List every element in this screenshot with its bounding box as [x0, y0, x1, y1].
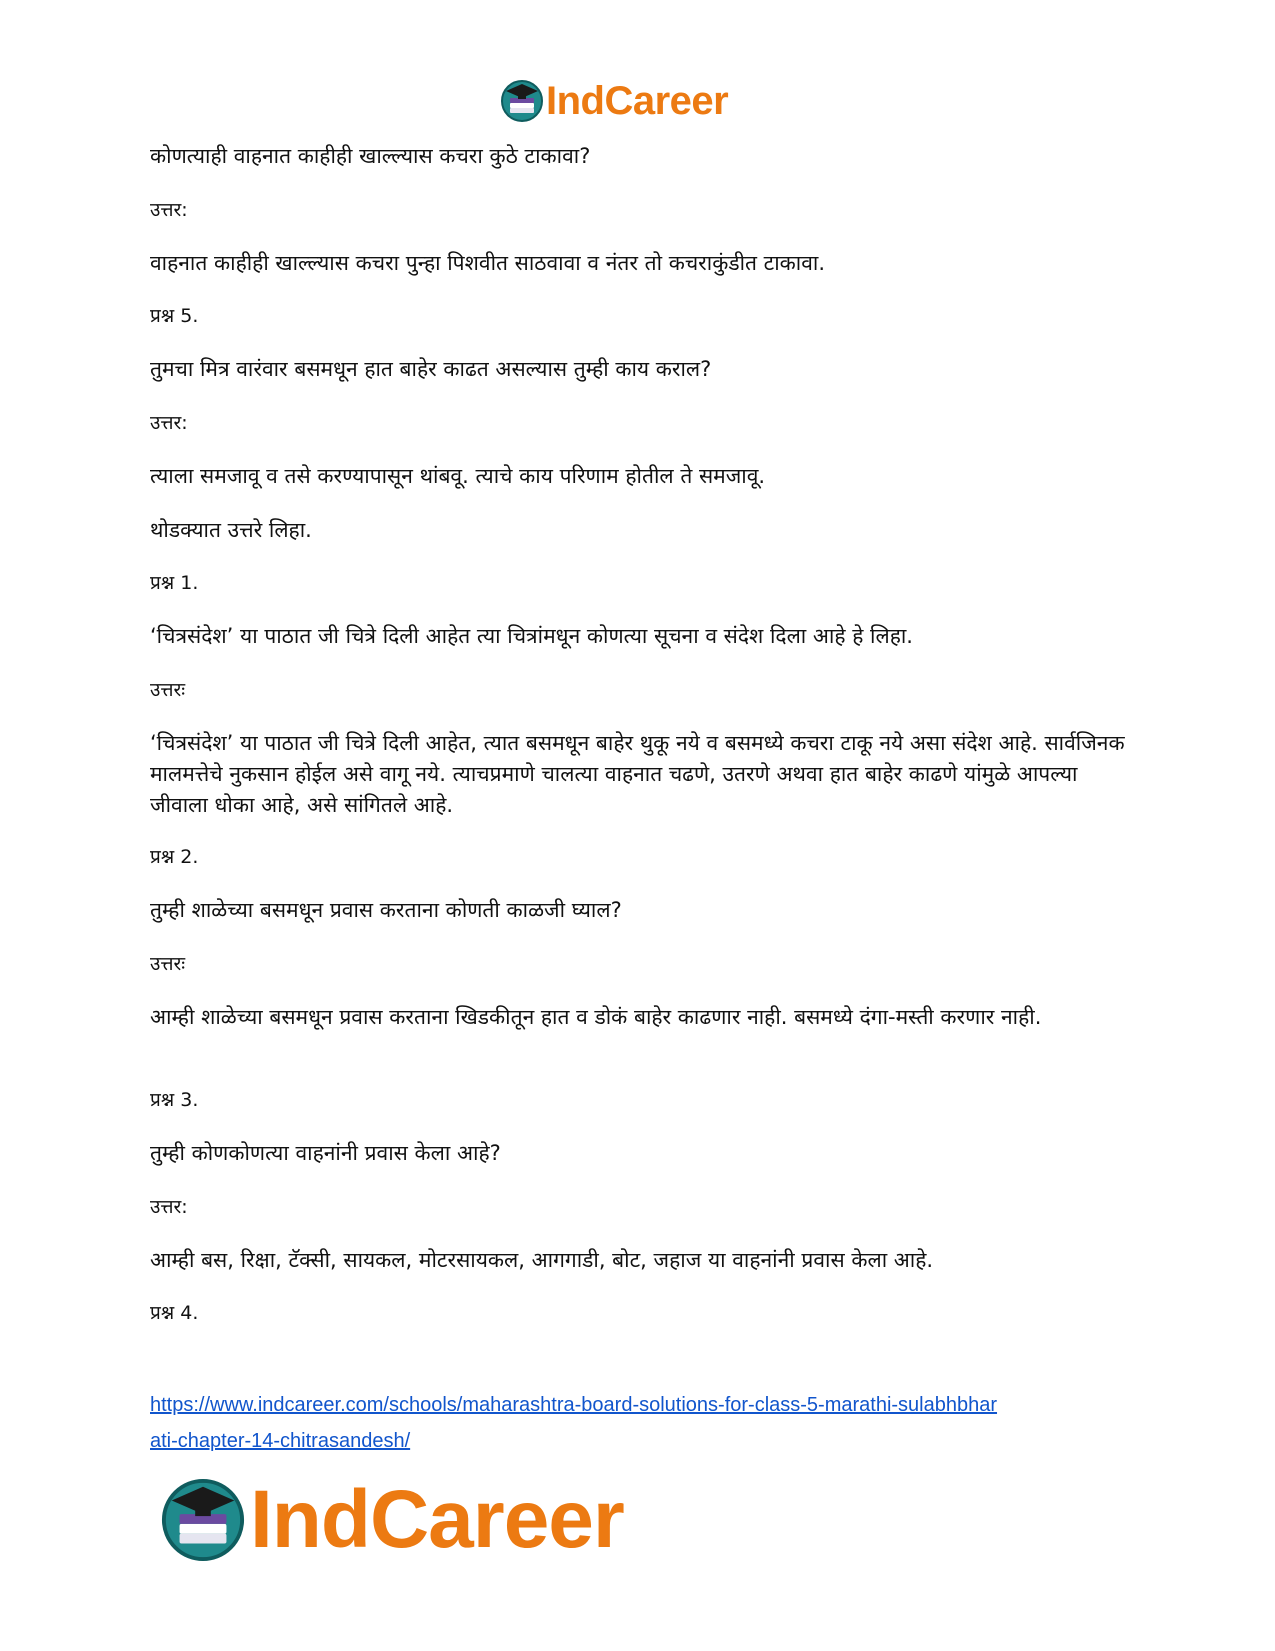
graduation-cap-books-icon	[500, 79, 544, 123]
question-label: प्रश्न 3.	[150, 1089, 199, 1111]
answer-text: त्याला समजावू व तसे करण्यापासून थांबवू. त्याचे काय परिणाम होतील ते समजावू.	[150, 464, 766, 488]
logo-wordmark: IndCareer	[250, 1474, 624, 1565]
answer-label: उत्तर:	[150, 1196, 188, 1218]
question-text: तुम्ही कोणकोणत्या वाहनांनी प्रवास केला आहे?	[150, 1141, 501, 1165]
source-url-link[interactable]	[150, 1387, 1130, 1459]
answer-text: आम्ही शाळेच्या बसमधून प्रवास करताना खिडकीतून हात व डोकं बाहेर काढणार नाही. बसमध्ये दंगा-मस्ती करणार नाही.	[150, 1005, 1042, 1029]
answer-label: उत्तर:	[150, 199, 188, 221]
question-label: प्रश्न 1.	[150, 572, 199, 594]
answer-text: आम्ही बस, रिक्षा, टॅक्सी, सायकल, मोटरसायकल, आगगाडी, बोट, जहाज या वाहनांनी प्रवास केला आहे.	[150, 1248, 934, 1272]
question-text: तुम्ही शाळेच्या बसमधून प्रवास करताना कोणती काळजी घ्याल?	[150, 898, 622, 922]
section-heading: थोडक्यात उत्तरे लिहा.	[150, 518, 312, 542]
answer-text: ‘चित्रसंदेश’ या पाठात जी चित्रे दिली आहेत, त्यात बसमधून बाहेर थुकू नये व बसमध्ये कचरा टाकू नये असा संदेश आहे. सार्वजिनक मालमत्तेचे नुकसान होईल असे वागू नये. त्याचप्रमाणे चालत्या वाहनात चढणे, उतरणे अथवा हात बाहेर काढणे यांमुळे आपल्या जीवाला धोका आहे, असे सांगितले आहे.	[150, 731, 1125, 817]
answer-label: उत्तर:	[150, 412, 188, 434]
indcareer-logo-top	[500, 76, 728, 126]
source-url-line[interactable]: ati-chapter-14-chitrasandesh/	[150, 1430, 411, 1452]
answer-label: उत्तरः	[150, 953, 186, 975]
question-text: ‘चित्रसंदेश’ या पाठात जी चित्रे दिली आहेत त्या चित्रांमधून कोणत्या सूचना व संदेश दिला आहे हे लिहा.	[150, 624, 913, 648]
question-text: तुमचा मित्र वारंवार बसमधून हात बाहेर काढत असल्यास तुम्ही काय कराल?	[150, 357, 712, 381]
indcareer-logo-bottom	[160, 1470, 624, 1570]
question-label: प्रश्न 4.	[150, 1302, 199, 1324]
question-text: कोणत्याही वाहनात काहीही खाल्ल्यास कचरा कुठे टाकावा?	[150, 144, 591, 168]
question-label: प्रश्न 5.	[150, 305, 199, 327]
answer-text: वाहनात काहीही खाल्ल्यास कचरा पुन्हा पिशवीत साठवावा व नंतर तो कचराकुंडीत टाकावा.	[150, 251, 826, 275]
logo-wordmark: IndCareer	[546, 78, 729, 123]
question-label: प्रश्न 2.	[150, 846, 199, 868]
answer-label: उत्तरः	[150, 679, 186, 701]
source-url-line[interactable]: https://www.indcareer.com/schools/maharashtra-board-solutions-for-class-5-marathi-sulabhbhar	[150, 1394, 998, 1416]
graduation-cap-books-icon	[160, 1477, 246, 1563]
